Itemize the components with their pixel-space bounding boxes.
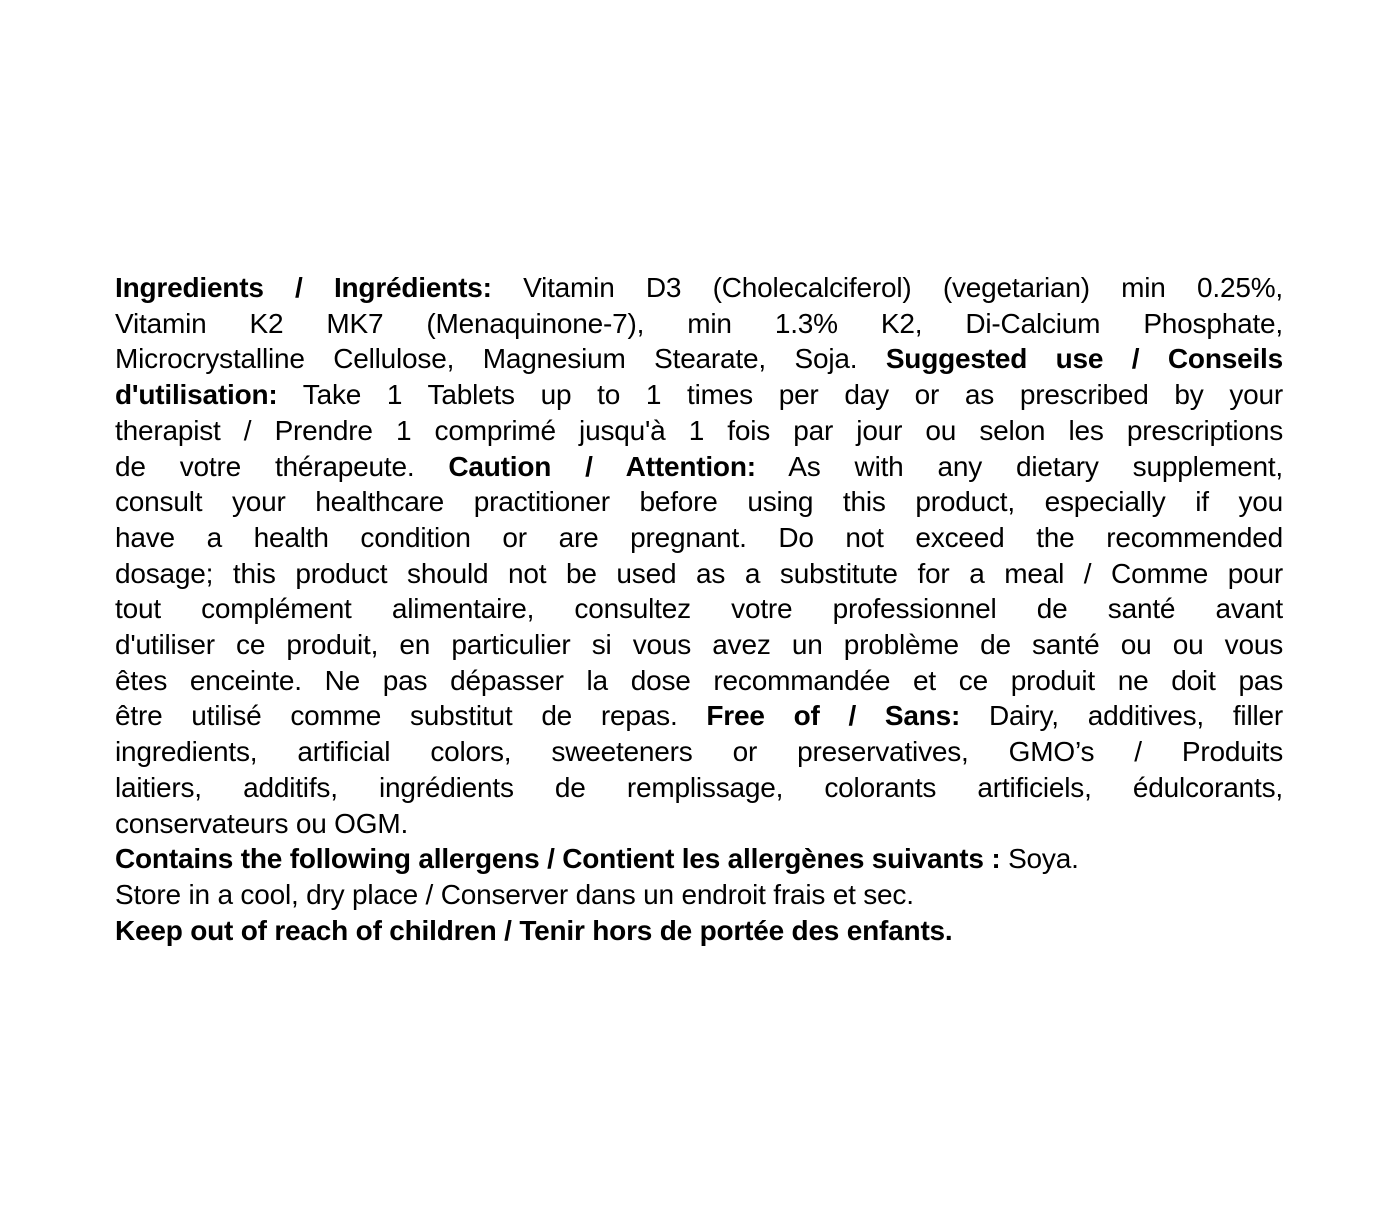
label-text-run: Take 1 Tablets up to 1 times per day or as prescribed by your (277, 379, 1283, 411)
label-line (115, 877, 1283, 913)
label-text-run: de votre thérapeute. (115, 450, 449, 482)
label-text-run: conservateurs ou OGM. (115, 807, 409, 839)
label-line (115, 341, 1283, 377)
label-line (115, 841, 1283, 877)
label-line (115, 556, 1283, 592)
label-line (115, 698, 1283, 734)
label-text-run: Store in a cool, dry place / Conserver dans un endroit frais et sec. (115, 878, 914, 910)
label-text-run: As with any dietary supplement, (755, 450, 1283, 482)
label-text-run: Vitamin K2 MK7 (Menaquinone-7), min 1.3% K2, Di-Calcium Phosphate, (115, 307, 1283, 339)
label-text-run: Vitamin D3 (Cholecalciferol) (vegetarian) min 0.25%, (491, 272, 1283, 303)
label-line (115, 484, 1283, 520)
label-text-run: ingredients, artificial colors, sweeteners or preservatives, GMO’s / Produits (115, 736, 1283, 768)
label-text-block (115, 270, 1283, 948)
label-line (115, 663, 1283, 699)
label-text-run: tout complément alimentaire, consultez votre professionnel de santé avant (115, 593, 1283, 625)
label-text-run: laitiers, additifs, ingrédients de remplissage, colorants artificiels, édulcorants, (115, 771, 1283, 803)
label-bold-run: Caution / Attention: (448, 450, 756, 482)
label-text-run: êtes enceinte. Ne pas dépasser la dose recommandée et ce produit ne doit pas (115, 664, 1283, 696)
label-line (115, 520, 1283, 556)
label-text-run: consult your healthcare practitioner before using this product, especially if you (115, 486, 1283, 518)
label-line (115, 377, 1283, 413)
label-bold-run: d'utilisation: (115, 379, 278, 411)
label-text-run: d'utiliser ce produit, en particulier si vous avez un problème de santé ou ou vous (115, 629, 1283, 661)
label-bold-run: Ingredients / Ingrédients: (115, 272, 492, 303)
label-line (115, 734, 1283, 770)
label-text-run: être utilisé comme substitut de repas. (115, 700, 707, 732)
label-line (115, 413, 1283, 449)
label-line (115, 770, 1283, 806)
label-text-run: Microcrystalline Cellulose, Magnesium Stearate, Soja. (115, 343, 886, 375)
label-text-run: have a health condition or are pregnant. Do not exceed the recommended (115, 521, 1283, 553)
label-bold-run: Keep out of reach of children / Tenir hors de portée des enfants. (115, 914, 953, 946)
label-line (115, 591, 1283, 627)
label-text-run: therapist / Prendre 1 comprimé jusqu'à 1 fois par jour ou selon les prescriptions (115, 414, 1283, 446)
label-text-run: Soya. (1000, 843, 1079, 875)
label-line (115, 913, 1283, 949)
label-line (115, 449, 1283, 485)
label-line (115, 270, 1283, 306)
label-text-run: dosage; this product should not be used as a substitute for a meal / Comme pour (115, 557, 1283, 589)
label-line (115, 306, 1283, 342)
label-bold-run: Contains the following allergens / Contient les allergènes suivants : (115, 843, 1001, 875)
label-line (115, 806, 1283, 842)
label-line (115, 627, 1283, 663)
label-bold-run: Free of / Sans: (706, 700, 961, 732)
label-text-run: Dairy, additives, filler (960, 700, 1283, 732)
label-bold-run: Suggested use / Conseils (885, 343, 1284, 375)
